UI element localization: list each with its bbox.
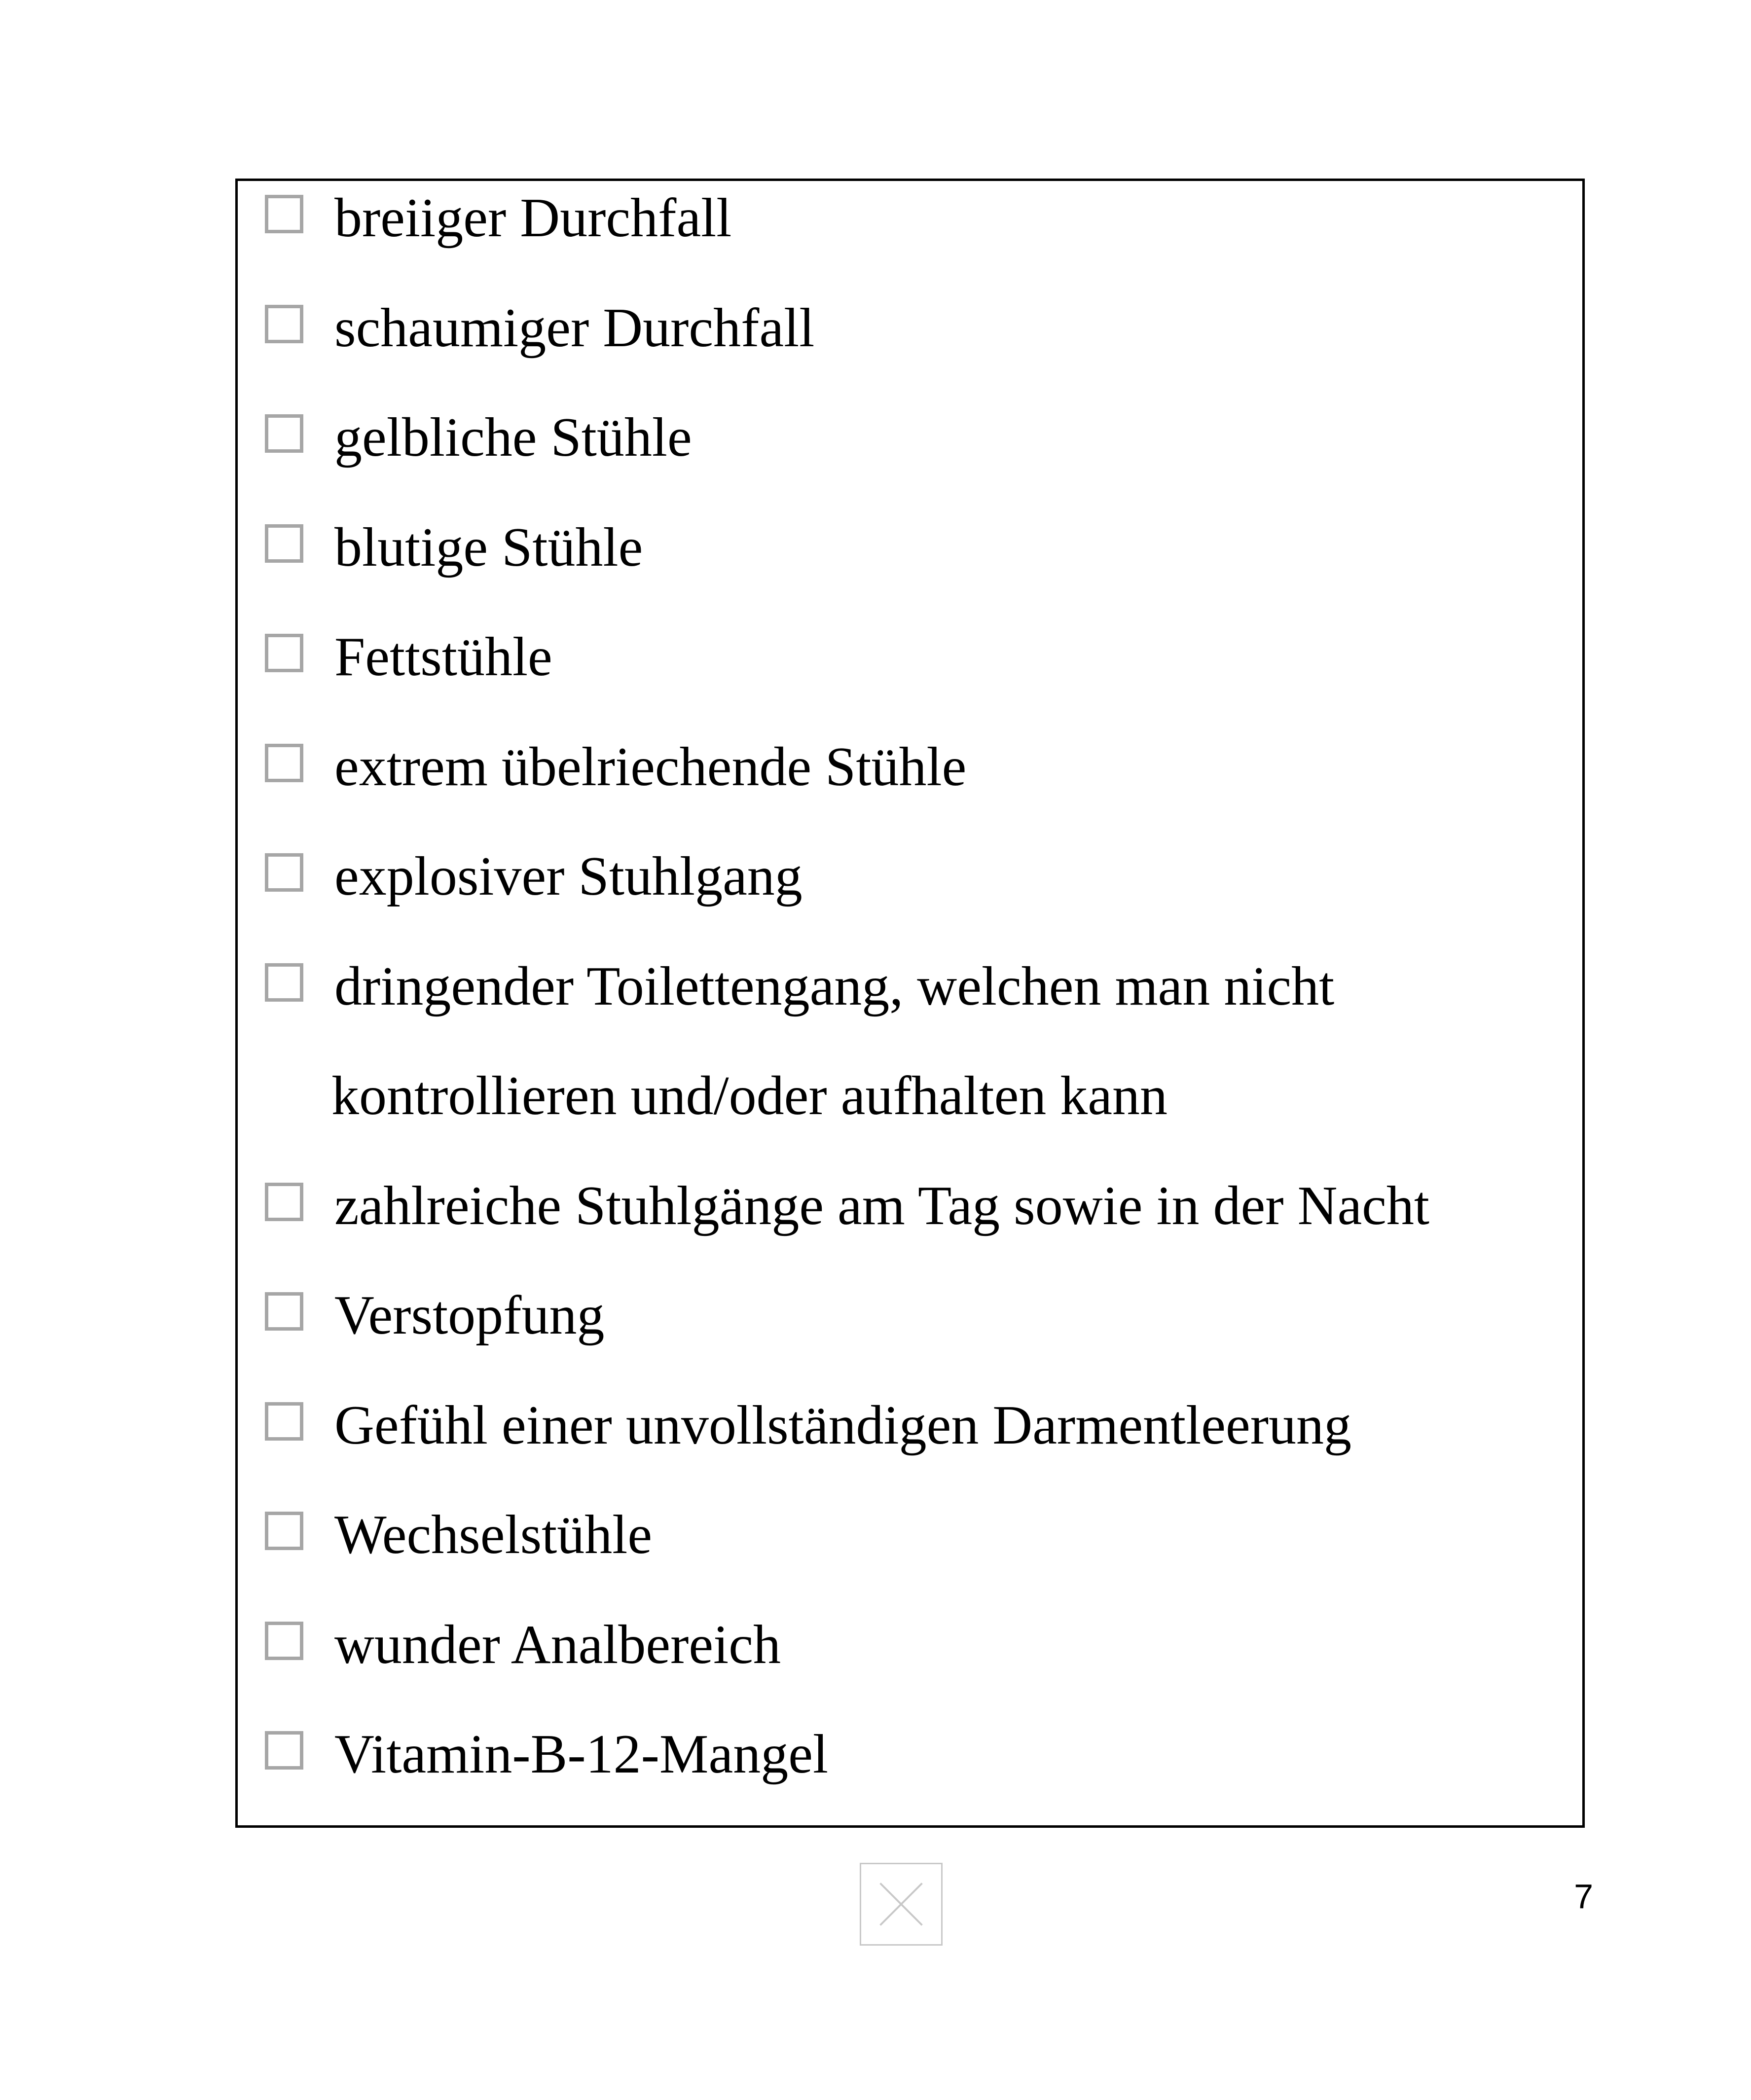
checklist-item-label: Wechselstühle: [334, 1504, 653, 1565]
checkbox-icon[interactable]: [265, 634, 303, 672]
checklist-item-label: Verstopfung: [334, 1285, 605, 1346]
checklist-item-label: Fettstühle: [334, 626, 552, 688]
checkbox-icon[interactable]: [265, 853, 303, 892]
checklist-item: [238, 839, 1582, 913]
checklist-item: [238, 510, 1582, 584]
checklist-item-continuation: [238, 1059, 1582, 1133]
checklist-item: [238, 1717, 1582, 1791]
checklist-item-label: gelbliche Stühle: [334, 407, 692, 468]
page-number: 7: [1574, 1877, 1593, 1916]
checkbox-icon[interactable]: [265, 1402, 303, 1441]
broken-image-icon: [860, 1863, 943, 1946]
checklist-item-label: Vitamin-B-12-Mangel: [334, 1724, 829, 1785]
checklist-item: [238, 1498, 1582, 1572]
symptom-checklist: [235, 179, 1585, 1828]
checklist-item-label: explosiver Stuhlgang: [334, 846, 803, 907]
checklist-item: [238, 730, 1582, 804]
checklist-item-label: kontrollieren und/oder aufhalten kann: [331, 1065, 1167, 1126]
checklist-item: [238, 1169, 1582, 1243]
checkbox-icon[interactable]: [265, 1292, 303, 1331]
checklist-item: [238, 1388, 1582, 1462]
checklist-item-label: extrem übelriechende Stühle: [334, 736, 967, 797]
checkbox-icon[interactable]: [265, 963, 303, 1002]
checklist-item-label: dringender Toilettengang, welchen man nicht: [334, 956, 1335, 1017]
checklist-item: [238, 1608, 1582, 1682]
checklist-item-label: zahlreiche Stuhlgänge am Tag sowie in der Nacht: [334, 1175, 1429, 1236]
checkbox-icon[interactable]: [265, 524, 303, 563]
checklist-item: [238, 291, 1582, 365]
checkbox-icon[interactable]: [265, 744, 303, 782]
checklist-item-label: breiiger Durchfall: [334, 187, 732, 249]
checkbox-icon[interactable]: [265, 1183, 303, 1221]
checklist-item: [238, 1278, 1582, 1352]
checkbox-icon[interactable]: [265, 305, 303, 343]
checklist-item-label: blutige Stühle: [334, 517, 643, 578]
checklist-item: [238, 181, 1582, 255]
checkbox-icon[interactable]: [265, 195, 303, 233]
checklist-item-label: Gefühl einer unvollständigen Darmentleerung: [334, 1395, 1351, 1456]
checkbox-icon[interactable]: [265, 1512, 303, 1550]
checkbox-icon[interactable]: [265, 1731, 303, 1770]
checkbox-icon[interactable]: [265, 414, 303, 453]
checklist-item-label: wunder Analbereich: [334, 1614, 781, 1675]
checkbox-icon[interactable]: [265, 1622, 303, 1660]
checklist-item: [238, 949, 1582, 1023]
checklist-item: [238, 400, 1582, 474]
checklist-item: [238, 620, 1582, 694]
checklist-item-label: schaumiger Durchfall: [334, 297, 815, 359]
